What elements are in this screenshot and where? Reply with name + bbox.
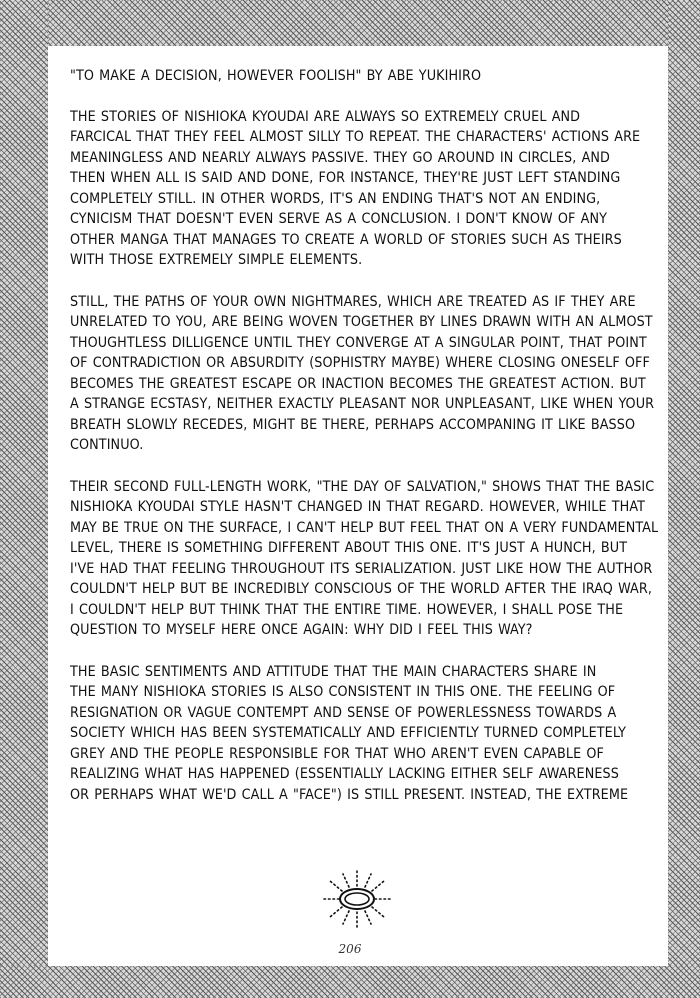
sun-ornament-icon: [316, 868, 398, 930]
paragraph-2: [70, 292, 656, 456]
paragraph-line: COULDN'T HELP BUT BE INCREDIBLY CONSCIOUS OF THE WORLD AFTER THE IRAQ WAR,: [70, 581, 652, 597]
paragraph-line: BECOMES THE GREATEST ESCAPE OR INACTION BECOMES THE GREATEST ACTION. BUT: [70, 375, 646, 392]
paragraph-line: MAY BE TRUE ON THE SURFACE, I CAN'T HELP BUT FEEL THAT ON A VERY FUNDAMENTAL: [70, 519, 659, 536]
paragraph-line: LEVEL, THERE IS SOMETHING DIFFERENT ABOUT THIS ONE. IT'S JUST A HUNCH, BUT: [70, 540, 628, 556]
paragraph-4: [70, 662, 656, 806]
paragraph-line: QUESTION TO MYSELF HERE ONCE AGAIN: WHY DID I FEEL THIS WAY?: [70, 622, 533, 638]
paragraph-line: THOUGHTLESS DILLIGENCE UNTIL THEY CONVERGE AT A SINGULAR POINT, THAT POINT: [70, 334, 647, 351]
paragraph-line: STILL, THE PATHS OF YOUR OWN NIGHTMARES, WHICH ARE TREATED AS IF THEY ARE: [70, 293, 636, 310]
paragraph-line: MEANINGLESS AND NEARLY ALWAYS PASSIVE. THEY GO AROUND IN CIRCLES, AND: [70, 149, 610, 166]
paragraph-line: UNRELATED TO YOU, ARE BEING WOVEN TOGETHER BY LINES DRAWN WITH AN ALMOST: [70, 314, 653, 330]
paragraph-line: THE BASIC SENTIMENTS AND ATTITUDE THAT THE MAIN CHARACTERS SHARE IN: [70, 663, 597, 680]
screentone-border-right: [668, 0, 700, 998]
paragraph-line: REALIZING WHAT HAS HAPPENED (ESSENTIALLY LACKING EITHER SELF AWARENESS: [70, 766, 619, 782]
paragraph-line: THE STORIES OF NISHIOKA KYOUDAI ARE ALWAYS SO EXTREMELY CRUEL AND: [70, 108, 581, 125]
paragraph-line: GREY AND THE PEOPLE RESPONSIBLE FOR THAT WHO AREN'T EVEN CAPABLE OF: [70, 745, 604, 762]
page-number: 206: [338, 942, 362, 956]
paragraph-line: NISHIOKA KYOUDAI STYLE HASN'T CHANGED IN THAT REGARD. HOWEVER, WHILE THAT: [70, 499, 645, 515]
paragraph-line: WITH THOSE EXTREMELY SIMPLE ELEMENTS.: [70, 252, 363, 268]
screentone-border-left: [0, 0, 48, 998]
paragraph-line: I'VE HAD THAT FEELING THROUGHOUT ITS SERIALIZATION. JUST LIKE HOW THE AUTHOR: [70, 560, 653, 577]
paragraph-line: CONTINUO.: [70, 437, 144, 453]
paragraph-line: THEIR SECOND FULL-LENGTH WORK, "THE DAY OF SALVATION," SHOWS THAT THE BASIC: [70, 478, 655, 495]
article: [70, 66, 659, 826]
paragraph-line: RESIGNATION OR VAGUE CONTEMPT AND SENSE OF POWERLESSNESS TOWARDS A: [70, 704, 617, 721]
paragraph-line: COMPLETELY STILL. IN OTHER WORDS, IT'S AN ENDING THAT'S NOT AN ENDING,: [70, 190, 601, 207]
paragraph-line: CYNICISM THAT DOESN'T EVEN SERVE AS A CONCLUSION. I DON'T KNOW OF ANY: [70, 211, 608, 227]
paragraph-line: FARCICAL THAT THEY FEEL ALMOST SILLY TO REPEAT. THE CHARACTERS' ACTIONS ARE: [70, 129, 641, 145]
paragraph-line: OF CONTRADICTION OR ABSURDITY (SOPHISTRY MAYBE) WHERE CLOSING ONESELF OFF: [70, 355, 650, 371]
paragraph-line: I COULDN'T HELP BUT THINK THAT THE ENTIRE TIME. HOWEVER, I SHALL POSE THE: [70, 601, 624, 618]
paragraph-line: BREATH SLOWLY RECEDES, MIGHT BE THERE, PERHAPS ACCOMPANING IT LIKE BASSO: [70, 416, 636, 433]
paragraph-3: [70, 477, 659, 641]
paragraph-line: THEN WHEN ALL IS SAID AND DONE, FOR INSTANCE, THEY'RE JUST LEFT STANDING: [70, 170, 621, 186]
paragraph-line: SOCIETY WHICH HAS BEEN SYSTEMATICALLY AND EFFICIENTLY TURNED COMPLETELY: [70, 725, 627, 741]
paragraph-line: OTHER MANGA THAT MANAGES TO CREATE A WORLD OF STORIES SUCH AS THEIRS: [70, 231, 622, 248]
screentone-border-bottom: [0, 966, 700, 998]
paragraph-line: THE MANY NISHIOKA STORIES IS ALSO CONSISTENT IN THIS ONE. THE FEELING OF: [70, 684, 616, 700]
paragraph-line: OR PERHAPS WHAT WE'D CALL A "FACE") IS STILL PRESENT. INSTEAD, THE EXTREME: [70, 786, 629, 803]
paragraph-1: [70, 107, 656, 271]
paragraph-line: A STRANGE ECSTASY, NEITHER EXACTLY PLEASANT NOR UNPLEASANT, LIKE WHEN YOUR: [70, 396, 655, 412]
screentone-border-top: [0, 0, 700, 46]
article-title: "TO MAKE A DECISION, HOWEVER FOOLISH" BY ABE YUKIHIRO: [70, 68, 482, 84]
